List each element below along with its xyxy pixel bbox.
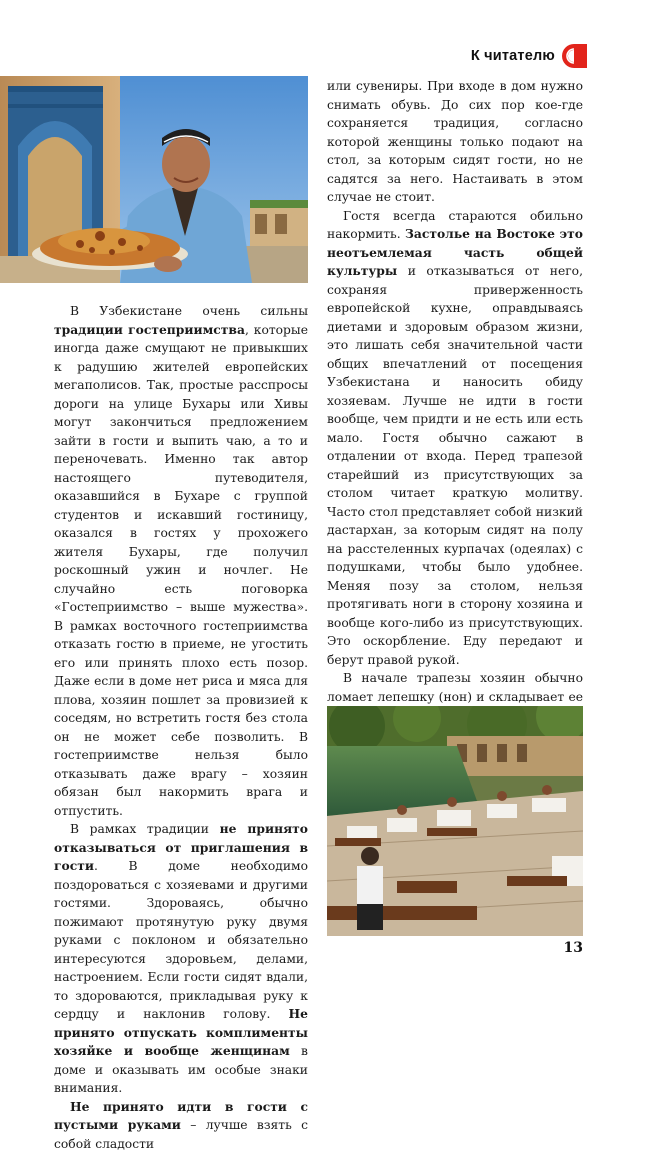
running-header xyxy=(471,43,587,69)
photo-teahouse xyxy=(327,706,583,936)
page-number: 13 xyxy=(564,940,583,956)
paragraph: В рамках традиции не принято отказываться от приглашения в гости. В доме необходимо поздороваться с хозяевами и другими гостями. Здороваясь, обычно пожимают протянутую руку двумя руками с поклоном и обязательно интересуются здоровьем, делами, настроением. Если гости сидят вдали, то здороваются, прикладывая руку к сердцу и наклонив голову. Не принято отпускать комплименты хозяйке и вообще женщинам в доме и оказывать им особые знаки внимания. xyxy=(54,820,308,1098)
paragraph: В начале трапезы хозяин обычно ломает лепешку (нон) и складывает ее xyxy=(327,669,583,854)
paragraph: или сувениры. При входе в дом нужно снимать обувь. До сих пор кое-где сохраняется традиция, согласно которой женщины только подают на стол, за которым сидят гости, но не садятся за него. Настаивать в этом случае не стоит. xyxy=(327,77,583,207)
paragraph: В Узбекистане очень сильны традиции гостеприимства, которые иногда даже смущают не привыкших к радушию жителей европейских мегаполисов. Так, простые расспросы дороги на улице Бухары или Хивы могут закончиться предложением зайти в гости и выпить чаю, а то и переночевать. Именно так автор настоящего путеводителя, оказавшийся в Бухаре с группой студентов и искавший гостиницу, оказался в гостях у прохожего жителя Бухары, где получил роскошный ужин и ночлег. Не случайно есть поговорка «Гостеприимство – выше мужества». В рамках восточного гостеприимства отказать гостю в приеме, не угостить его или принять плохо есть позор. Даже если в доме нет риса и мяса для плова, хозяин пошлет за провизией к соседям, но встретить гостя без стола он не может себе позволить. В гостеприимстве нельзя было отказывать даже врагу – хозяин обязан был накормить врага и отпустить. xyxy=(54,302,308,820)
section-marker-icon xyxy=(561,43,587,69)
paragraph: Не принято идти в гости с пустыми руками – лучше взять с собой сладости xyxy=(54,1098,308,1153)
section-title: К читателю xyxy=(471,48,555,64)
paragraph: Гостя всегда стараются обильно накормить. Застолье на Востоке это неотъемлемая часть общей культуры и отказываться от него, сохраняя приверженность европейской кухне, оправдываясь диетами и здоровым образом жизни, это лишать себя значительной части общих впечатлений от посещения Узбекистана и наносить обиду хозяевам. Лучше не идти в гости вообще, чем придти и не есть или есть мало. Гостя обычно сажают в отдалении от входа. Перед трапезой старейший из присутствующих за столом читает краткую молитву. Часто стол представляет собой низкий дастархан, за которым сидят на полу на расстеленных курпачах (одеялах) с подушками, чтобы было удобнее. Меняя позу за столом, нельзя протягивать ноги в сторону хозяина и вообще кого-либо из присутствующих. Это оскорбление. Еду передают и берут правой рукой. xyxy=(327,207,583,670)
left-text-column xyxy=(54,302,308,1153)
photo-man-with-plov xyxy=(0,76,308,283)
